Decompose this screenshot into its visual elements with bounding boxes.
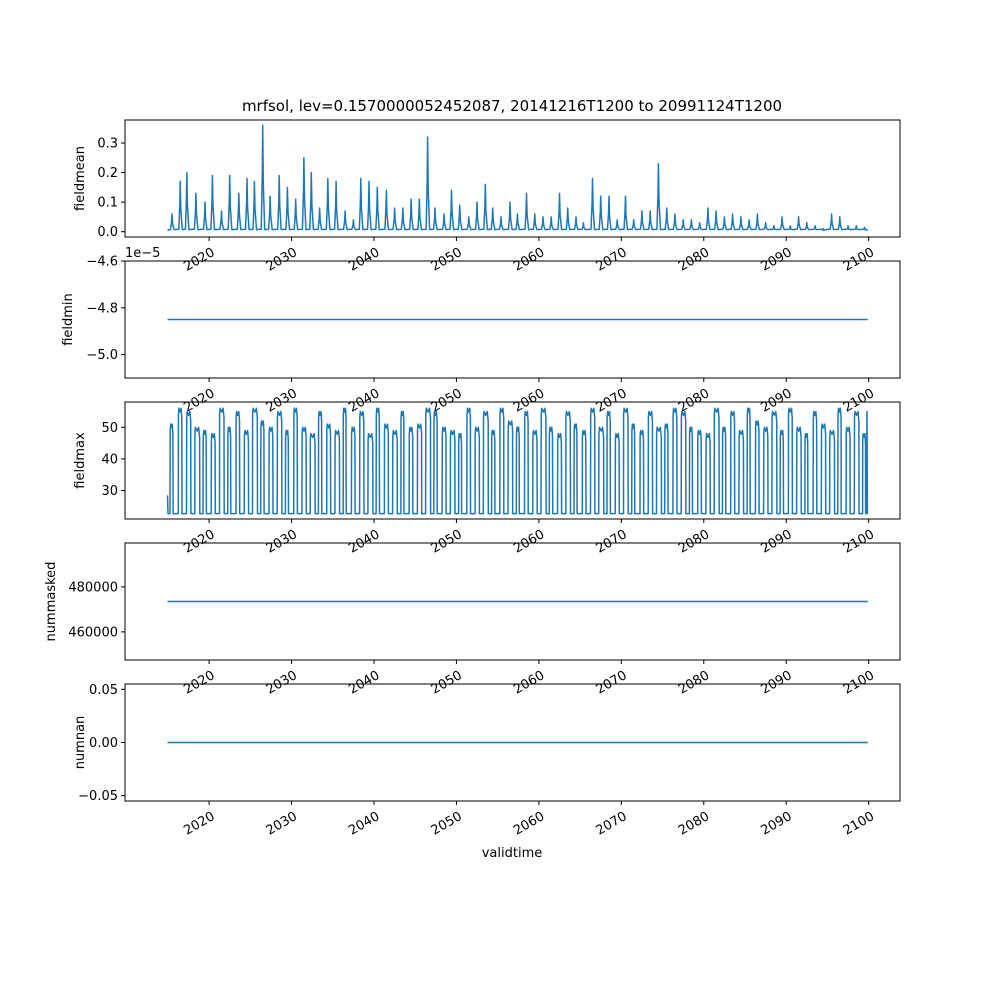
numnan-x-tick-label: 2060 [511, 809, 548, 839]
fieldmin-y-tick-label: −5.0 [86, 348, 118, 364]
fieldmean-x-tick-label: 2030 [263, 245, 300, 275]
nummasked-y-tick-label: 460000 [68, 625, 118, 641]
numnan-x-tick-label: 2020 [181, 809, 218, 839]
fieldmax-y-axis-label: fieldmax [73, 432, 88, 489]
nummasked-x-tick-label: 2090 [758, 668, 795, 698]
fieldmean-x-tick-label: 2070 [593, 245, 630, 275]
fieldmin-x-tick-label: 2050 [428, 386, 465, 416]
fieldmean-panel [73, 120, 900, 275]
nummasked-x-tick-label: 2070 [593, 668, 630, 698]
numnan-x-tick-label: 2040 [346, 809, 383, 839]
fieldmean-y-tick-label: 0.0 [97, 225, 118, 241]
fieldmean-y-tick-label: 0.3 [97, 136, 118, 152]
fieldmean-x-tick-label: 2090 [758, 245, 795, 275]
fieldmax-x-tick-label: 2040 [346, 527, 383, 557]
fieldmin-x-tick-label: 2020 [181, 386, 218, 416]
fieldmin-x-tick-label: 2030 [263, 386, 300, 416]
fieldmax-x-tick-label: 2060 [511, 527, 548, 557]
numnan-x-tick-label: 2080 [676, 809, 713, 839]
fieldmax-y-tick-label: 50 [101, 420, 118, 436]
numnan-x-tick-label: 2100 [840, 809, 878, 839]
fieldmax-y-tick-label: 40 [101, 452, 118, 468]
numnan-y-axis-label: numnan [73, 715, 88, 770]
fieldmin-y-axis-label: fieldmin [61, 293, 76, 346]
nummasked-panel [44, 543, 900, 698]
fieldmin-x-tick-label: 2060 [511, 386, 548, 416]
fieldmean-series-line [168, 125, 868, 230]
numnan-x-tick-label: 2050 [428, 809, 465, 839]
fieldmean-x-tick-label: 2050 [428, 245, 465, 275]
fieldmax-x-tick-label: 2050 [428, 527, 465, 557]
fieldmean-y-axis-label: fieldmean [73, 146, 88, 211]
fieldmean-axes-frame [125, 120, 900, 237]
nummasked-y-tick-label: 480000 [68, 580, 118, 596]
numnan-y-tick-label: 0.05 [89, 682, 118, 698]
fieldmax-x-tick-label: 2090 [758, 527, 795, 557]
fieldmin-x-tick-label: 2070 [593, 386, 630, 416]
fieldmin-y-tick-label: −4.6 [86, 254, 118, 270]
numnan-y-tick-label: 0.00 [89, 736, 118, 751]
fieldmean-y-tick-label: 0.1 [97, 195, 118, 211]
nummasked-x-tick-label: 2040 [346, 668, 383, 698]
nummasked-x-tick-label: 2050 [428, 668, 465, 698]
numnan-panel [73, 683, 900, 839]
fieldmean-x-tick-label: 2100 [840, 245, 878, 275]
fieldmax-series-line [168, 408, 868, 513]
numnan-x-tick-label: 2090 [758, 809, 795, 839]
fieldmax-panel [73, 402, 900, 557]
fieldmean-x-tick-label: 2020 [181, 245, 218, 275]
fieldmin-x-tick-label: 2090 [758, 386, 795, 416]
fieldmax-x-tick-label: 2080 [676, 527, 713, 557]
numnan-x-tick-label: 2030 [263, 809, 300, 839]
nummasked-y-axis-label: nummasked [44, 561, 59, 642]
nummasked-x-tick-label: 2030 [263, 668, 300, 698]
numnan-x-tick-label: 2070 [593, 809, 630, 839]
nummasked-x-tick-label: 2080 [676, 668, 713, 698]
fieldmax-x-tick-label: 2070 [593, 527, 630, 557]
fieldmax-y-tick-label: 30 [101, 484, 118, 500]
fieldmin-x-tick-label: 2100 [840, 386, 878, 416]
nummasked-x-tick-label: 2020 [181, 668, 218, 698]
nummasked-x-tick-label: 2100 [840, 668, 878, 698]
figure-title: mrfsol, lev=0.1570000052452087, 20141216T1200 to 20991124T1200 [241, 97, 783, 115]
fieldmean-x-tick-label: 2040 [346, 245, 383, 275]
fieldmax-x-tick-label: 2100 [840, 527, 878, 557]
fieldmean-x-tick-label: 2060 [511, 245, 548, 275]
fieldmin-x-tick-label: 2040 [346, 386, 383, 416]
fieldmax-x-tick-label: 2030 [263, 527, 300, 557]
fieldmin-x-tick-label: 2080 [676, 386, 713, 416]
fieldmin-y-tick-label: −4.8 [86, 301, 118, 317]
x-axis-label: validtime [481, 846, 543, 861]
fieldmin-offset-text: 1e−5 [125, 246, 161, 261]
numnan-y-tick-label: −0.05 [78, 789, 118, 805]
fieldmean-x-tick-label: 2080 [676, 245, 713, 275]
fieldmax-x-tick-label: 2020 [181, 527, 218, 557]
nummasked-x-tick-label: 2060 [511, 668, 548, 698]
fieldmean-y-tick-label: 0.2 [97, 166, 118, 182]
